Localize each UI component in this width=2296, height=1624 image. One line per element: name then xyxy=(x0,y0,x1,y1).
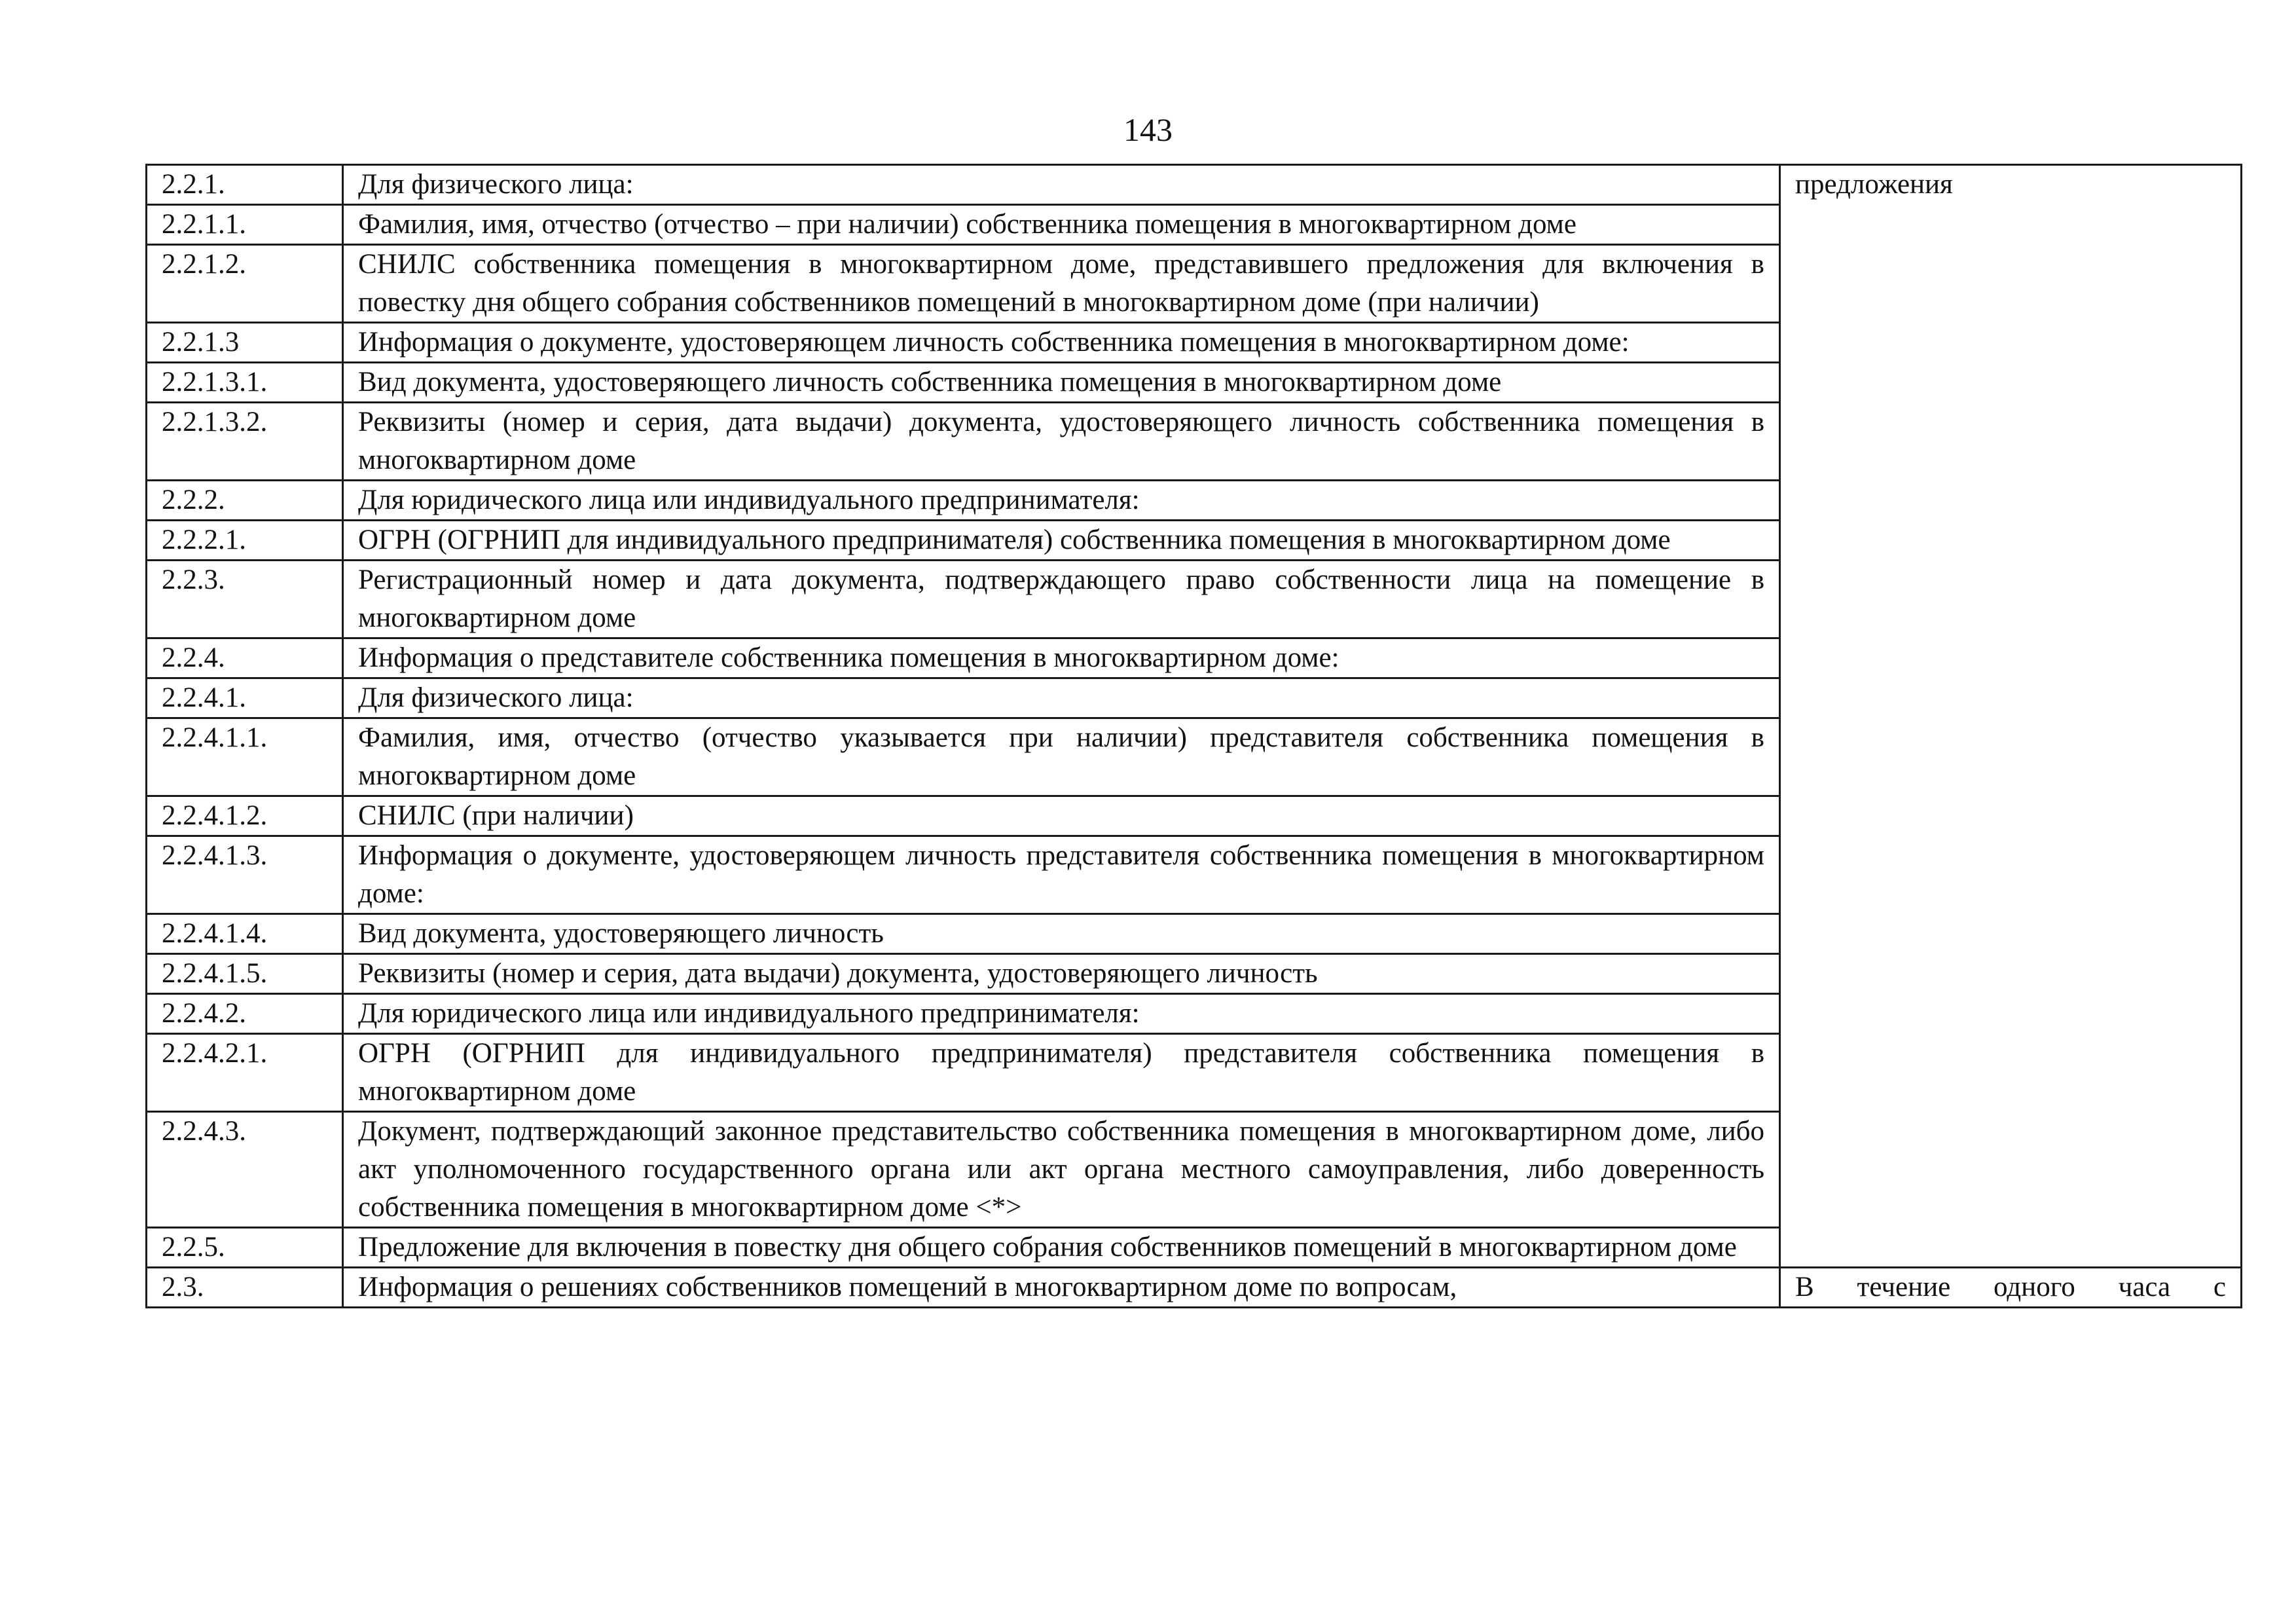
row-text: ОГРН (ОГРНИП для индивидуального предпринимателя) представителя собственника помещения в многоквартирном доме xyxy=(343,1034,1780,1112)
row-text: Для юридического лица или индивидуального предпринимателя: xyxy=(343,481,1780,521)
row-text: ОГРН (ОГРНИП для индивидуального предпринимателя) собственника помещения в многоквартирном доме xyxy=(343,521,1780,561)
row-text: Информация о документе, удостоверяющем личность представителя собственника помещения в многоквартирном доме: xyxy=(343,836,1780,914)
row-text: Для физического лица: xyxy=(343,678,1780,718)
row-number: 2.2.4.1.1. xyxy=(147,718,343,796)
row-number: 2.2.5. xyxy=(147,1228,343,1268)
row-number: 2.2.4.1.5. xyxy=(147,954,343,994)
row-number: 2.2.1. xyxy=(147,165,343,205)
row-text: Регистрационный номер и дата документа, подтверждающего право собственности лица на помещение в многоквартирном доме xyxy=(343,561,1780,638)
row-text: Для юридического лица или индивидуального предпринимателя: xyxy=(343,994,1780,1034)
row-number: 2.2.4.2.1. xyxy=(147,1034,343,1112)
row-number: 2.2.2. xyxy=(147,481,343,521)
row-number: 2.2.1.3.1. xyxy=(147,363,343,403)
row-number: 2.2.4.2. xyxy=(147,994,343,1034)
row-text: Вид документа, удостоверяющего личность xyxy=(343,914,1780,954)
row-text: Информация о документе, удостоверяющем личность собственника помещения в многоквартирном доме: xyxy=(343,323,1780,363)
deadline-cell: предложения xyxy=(1780,165,2242,1268)
row-text: Информация о решениях собственников помещений в многоквартирном доме по вопросам, xyxy=(343,1268,1780,1308)
row-number: 2.2.1.1. xyxy=(147,205,343,245)
row-text: Информация о представителе собственника помещения в многоквартирном доме: xyxy=(343,638,1780,678)
row-number: 2.3. xyxy=(147,1268,343,1308)
row-text: СНИЛС (при наличии) xyxy=(343,796,1780,836)
row-number: 2.2.1.3 xyxy=(147,323,343,363)
row-text: Реквизиты (номер и серия, дата выдачи) документа, удостоверяющего личность xyxy=(343,954,1780,994)
row-text: Для физического лица: xyxy=(343,165,1780,205)
row-text: СНИЛС собственника помещения в многоквартирном доме, представившего предложения для включения в повестку дня общего собрания собственников помещений в многоквартирном доме (при наличии) xyxy=(343,245,1780,323)
row-number: 2.2.4.1.2. xyxy=(147,796,343,836)
requirements-table xyxy=(145,164,2242,1308)
row-text: Фамилия, имя, отчество (отчество указывается при наличии) представителя собственника помещения в многоквартирном доме xyxy=(343,718,1780,796)
row-text: Предложение для включения в повестку дня общего собрания собственников помещений в многоквартирном доме xyxy=(343,1228,1780,1268)
row-number: 2.2.2.1. xyxy=(147,521,343,561)
deadline-cell-next: В течение одного часа с xyxy=(1780,1268,2242,1308)
table-row xyxy=(147,1268,2242,1308)
page-number: 143 xyxy=(1123,111,1173,148)
row-number: 2.2.4. xyxy=(147,638,343,678)
row-number: 2.2.4.1. xyxy=(147,678,343,718)
row-number: 2.2.1.3.2. xyxy=(147,403,343,481)
row-number: 2.2.1.2. xyxy=(147,245,343,323)
row-text: Реквизиты (номер и серия, дата выдачи) документа, удостоверяющего личность собственника помещения в многоквартирном доме xyxy=(343,403,1780,481)
row-text: Вид документа, удостоверяющего личность собственника помещения в многоквартирном доме xyxy=(343,363,1780,403)
row-text: Документ, подтверждающий законное представительство собственника помещения в многоквартирном доме, либо акт уполномоченного государственного органа или акт органа местного самоуправления, либо доверенность собственника помещения в многоквартирном доме <*> xyxy=(343,1112,1780,1228)
row-number: 2.2.4.3. xyxy=(147,1112,343,1228)
row-text: Фамилия, имя, отчество (отчество – при наличии) собственника помещения в многоквартирном доме xyxy=(343,205,1780,245)
row-number: 2.2.4.1.3. xyxy=(147,836,343,914)
row-number: 2.2.3. xyxy=(147,561,343,638)
row-number: 2.2.4.1.4. xyxy=(147,914,343,954)
table-row xyxy=(147,165,2242,205)
